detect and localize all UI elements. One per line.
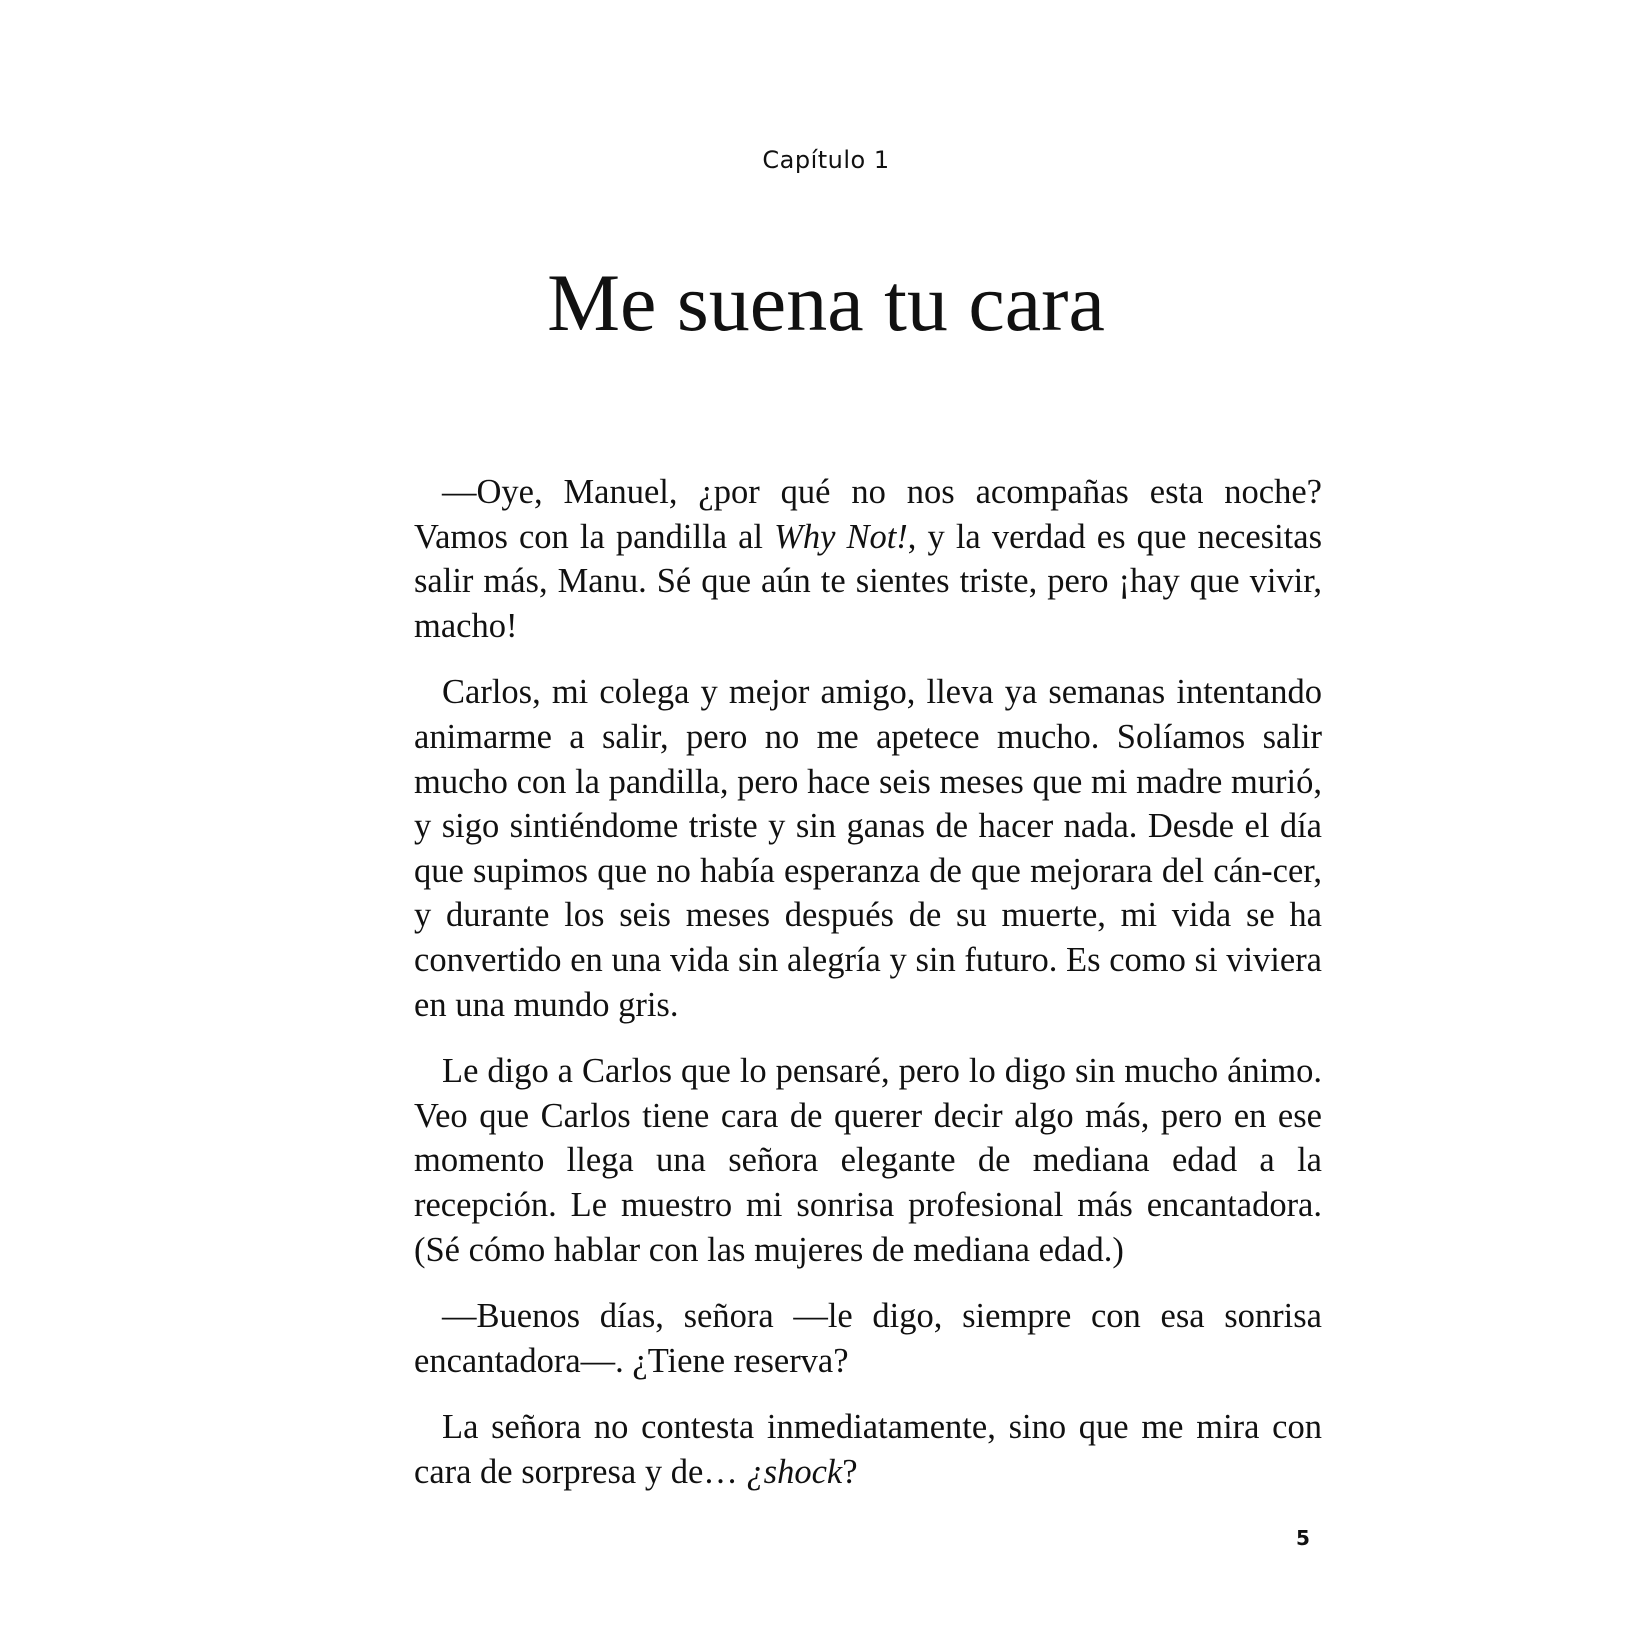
paragraph-5-text-a: La señora no contesta inmediatamente, sino que me mira con cara de sorpresa y de… (414, 1408, 1322, 1491)
page-number: 5 (1296, 1526, 1310, 1550)
chapter-body (414, 470, 1322, 1516)
paragraph-5 (414, 1405, 1322, 1494)
paragraph-3: Le digo a Carlos que lo pensaré, pero lo digo sin mucho ánimo. Veo que Carlos tiene cara de querer decir algo más, pero en ese momento llega una señora elegante de mediana edad a la recepción. Le muestro mi sonrisa profesional más encantadora. (Sé cómo hablar con las mujeres de mediana edad.) (414, 1052, 1322, 1269)
chapter-label: Capítulo 1 (762, 146, 890, 174)
chapter-title: Me suena tu cara (547, 257, 1105, 348)
paragraph-5-italic: ¿shock (746, 1452, 843, 1491)
paragraph-5-text-b: ? (842, 1452, 858, 1491)
paragraph-1-text-a: —Oye, Manuel, ¿por qué no nos acompañas esta noche? Vamos con la pandilla al (414, 473, 1322, 556)
paragraph-4: —Buenos días, señora —le digo, siempre con esa sonrisa encantadora—. ¿Tiene reserva? (414, 1297, 1322, 1380)
paragraph-2: Carlos, mi colega y mejor amigo, lleva ya semanas intentando animarme a salir, pero no me apetece mucho. Solíamos salir mucho con la pandilla, pero hace seis meses que mi madre murió, y sigo sintiéndome triste y sin ganas de hacer nada. Desde el día que supimos que no había esperanza de que mejorara del cán-cer, y durante los seis meses después de su muerte, mi vida se ha convertido en una vida sin alegría y sin futuro. Es como si viviera en una mundo gris. (414, 673, 1322, 1024)
paragraph-1 (414, 470, 1322, 648)
paragraph-1-text-b: , y la verdad es que necesitas salir más, Manu. Sé que aún te sientes triste, pero ¡hay que vivir, macho! (414, 517, 1323, 645)
paragraph-1-italic: Why Not! (774, 517, 908, 556)
